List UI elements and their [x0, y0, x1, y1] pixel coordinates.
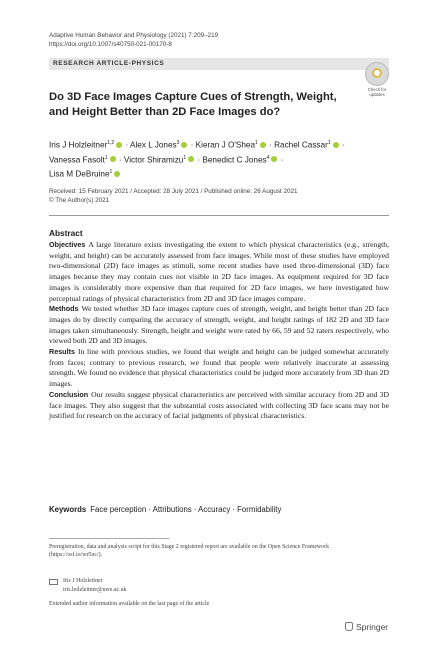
journal-citation: Adaptive Human Behavior and Physiology (2021) 7:209–219 [49, 32, 219, 39]
crossmark-line2: updates [369, 92, 385, 97]
author-name[interactable]: Lisa M DeBruine [49, 170, 110, 180]
author-affiliation: 3 [176, 140, 180, 146]
author-affiliation: 1 [255, 140, 258, 146]
doi-link[interactable]: https://doi.org/10.1007/s40750-021-00170-8 [49, 41, 172, 48]
crossmark-line1: Check for [367, 87, 387, 92]
prereg-note: Preregistration, data and analysis script for this Stage 2 registered report are available on the Open Science Framework (https://osf.io/wr5uc/). [49, 544, 330, 558]
methods-label: Methods [49, 304, 79, 314]
conclusion-label: Conclusion [49, 389, 89, 399]
author-affiliation: 1,2 [107, 140, 115, 146]
extended-info-note: Extended author information available on the last page of the article [49, 601, 210, 607]
keywords [49, 505, 281, 514]
publisher-logo [345, 622, 388, 632]
author-affiliation: 1 [183, 154, 187, 161]
author-name[interactable]: Victor Shiramizu [123, 155, 184, 165]
author-name[interactable]: Vanessa Fasolt [49, 155, 105, 165]
article-title: Do 3D Face Images Capture Cues of Strength, Weight, and Height Better than 2D Face Images do? [49, 91, 337, 118]
author-affiliation: 1 [327, 140, 331, 146]
conclusion-text: Our results suggest physical characteristics are perceived with similar accuracy from 2D and 3D face images. They also suggest that the substantial costs associated with collecting 3D face scans may not be justified for research on the accuracy of facial judgments of physical characteristics. [49, 389, 389, 421]
orcid-icon[interactable] [114, 171, 120, 177]
author-name[interactable]: Alex L Jones [130, 140, 177, 150]
crossmark-icon [365, 62, 389, 86]
dates-line: Received: 15 February 2021 / Accepted: 28 July 2021 / Published online: 26 August 2021 [49, 188, 298, 195]
objectives-text: A large literature exists investigating the extent to which physical characteristics (e.g., strength, weight, and height) can be accurately assessed from face images. While most of these studies have employed two-dimensional (2D) face images as stimuli, some recent studies have used three-dimensional (3D) face images because they may contain cues not visible in 2D face images. As equipment required for 3D face images is considerably more expensive than that required for 2D face images, we here investigated how perceptual ratings of physical characteristics from 2D and 3D face images compare. [49, 240, 389, 303]
author-name[interactable]: Rachel Cassar [274, 140, 328, 150]
copyright-line: © The Author(s) 2021 [49, 197, 110, 204]
author-list: Iris J Holzleitner$^{1,2}$ · Alex L Jones$^3$ · Kieran J O'Shea$^1$ · Rachel Cassar$^1$ · Vanessa Fasolt$^1$ · Victor Shiramizu$^1$ · Benedict C Jones$^4$ · Lisa M DeBruine$^1$ [49, 140, 345, 180]
envelope-icon [49, 579, 58, 585]
publication-dates [49, 187, 298, 205]
author-name[interactable]: Benedict C Jones [202, 155, 267, 165]
results-label: Results [49, 347, 75, 357]
springer-horse-icon [345, 622, 353, 631]
keywords-text: Face perception · Attributions · Accuracy · Formidability [90, 505, 282, 514]
journal-info [49, 31, 218, 49]
publisher-name: Springer [356, 622, 389, 632]
orcid-icon[interactable] [110, 156, 116, 162]
footnote-divider [49, 538, 169, 539]
divider [49, 215, 389, 216]
orcid-icon[interactable] [271, 156, 277, 162]
results-text: In line with previous studies, we found that weight and height can be judged somewhat accurately from faces; contrary to previous research, we found that people were relatively inaccurate at assessing strength. We found no evidence that physical characteristics could be judged more accurately from 3D than 2D images. [49, 347, 389, 389]
orcid-icon[interactable] [181, 142, 187, 148]
author-affiliation: 1 [104, 154, 108, 161]
contact-name: Iris J Holzleitner [63, 578, 103, 584]
abstract-heading: Abstract [49, 228, 83, 238]
objectives-label: Objectives [49, 240, 86, 249]
section-label: RESEARCH ARTICLE-PHYSICS [53, 59, 165, 67]
orcid-icon[interactable] [260, 142, 266, 148]
orcid-icon[interactable] [333, 142, 339, 148]
author-name[interactable]: Kieran J O'Shea [195, 140, 256, 150]
author-affiliation: 1 [109, 169, 113, 176]
author-affiliation: 4 [266, 154, 270, 161]
orcid-icon[interactable] [188, 156, 194, 162]
check-for-updates-badge[interactable] [363, 62, 391, 96]
author-name[interactable]: Iris J Holzleitner [49, 140, 108, 150]
keywords-label: Keywords [49, 505, 87, 514]
contact-email[interactable]: iris.holzleitner@uwe.ac.uk [63, 587, 127, 593]
orcid-icon[interactable] [116, 142, 122, 148]
abstract-body [49, 240, 389, 422]
methods-text: We tested whether 3D face images capture cues of strength, weight, and height better than 2D face images do by directly comparing the accuracy of strength, weight, and height ratings of 182 2D and 3D face images taken simultaneously. Strength, height and weight were rated by 66, 59 and 52 raters respectively, who viewed both 2D and 3D images. [49, 304, 389, 346]
